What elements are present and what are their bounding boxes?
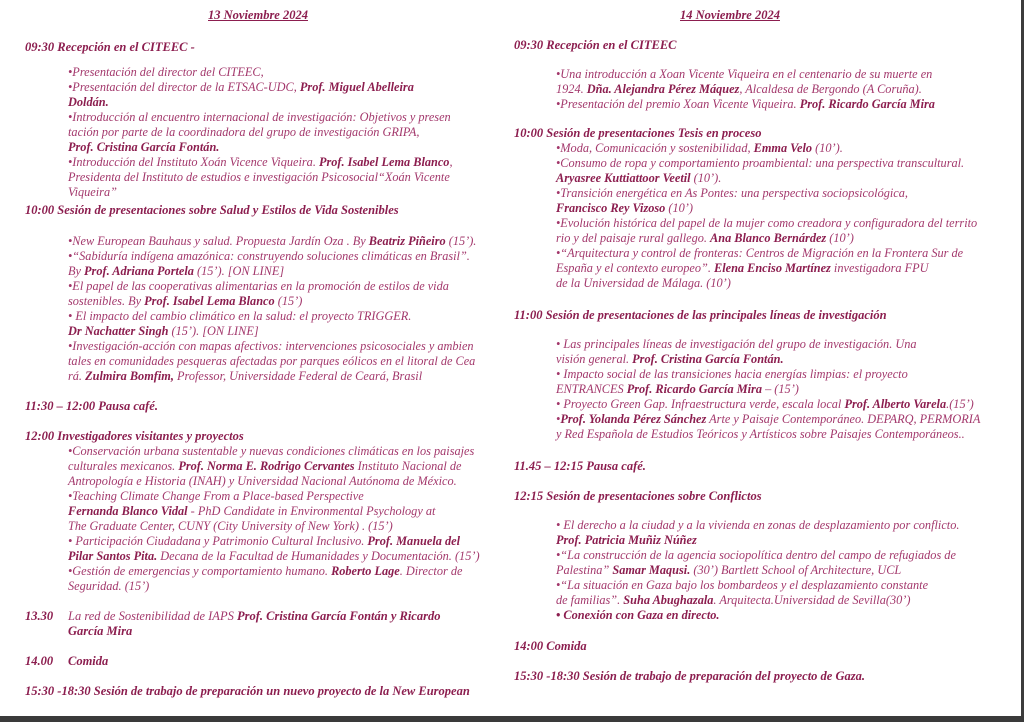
text-run: •“La construcción de la agencia sociopolítica dentro del campo de refugiados de	[556, 548, 956, 562]
text-line	[68, 504, 498, 519]
text-run: rá.	[68, 369, 86, 383]
text-run: Instituto Nacional de	[354, 459, 462, 473]
text-line	[68, 654, 488, 669]
session-items	[68, 444, 498, 594]
session-heading: 11.45 – 12:15 Pausa café.	[514, 459, 646, 473]
text-line	[68, 549, 498, 564]
text-line	[68, 249, 498, 264]
text-run: . Arquitecta.Universidad de Sevilla(30’)	[713, 593, 911, 607]
session-heading: 09:30 Recepción en el CITEEC	[514, 38, 677, 52]
text-run: - PhD Candidate in Environmental Psychology at	[187, 504, 436, 518]
text-run: (15’).	[445, 234, 477, 248]
session-items	[68, 65, 498, 200]
text-line	[556, 186, 1016, 201]
text-run: •	[556, 412, 561, 426]
entry-time: 13.30	[25, 609, 54, 623]
speaker-name: Suha Abughazala	[623, 593, 714, 607]
session-heading: 15:30 -18:30 Sesión de trabajo de preparación un nuevo proyecto de la New European	[25, 684, 470, 698]
text-run: •Conservación urbana sustentable y nuevas condiciones climáticas en los paisajes	[68, 444, 475, 458]
speaker-name: Beatriz Piñeiro	[368, 234, 446, 248]
speaker-name: Prof. Yolanda Pérez Sánchez	[560, 412, 707, 426]
text-line	[556, 427, 1016, 442]
text-line	[68, 279, 498, 294]
speaker-name: Prof. Manuela del	[367, 534, 460, 548]
text-run: Antropología e Historia (INAH) y Universidad Nacional Autónoma de México.	[68, 474, 457, 488]
text-line	[556, 578, 1016, 593]
text-line	[68, 65, 498, 80]
entry-description	[68, 654, 488, 669]
text-run: (15’). [ON LINE]	[168, 324, 259, 338]
speaker-name: Prof. Cristina García Fontán y Ricardo	[236, 609, 441, 623]
speaker-name: Dr Nachatter Singh	[68, 324, 169, 338]
text-run: •“La situación en Gaza bajo los bombardeos y el desplazamiento constante	[556, 578, 929, 592]
text-run: Professor, Universidade Federal de Ceará, Brasil	[173, 369, 423, 383]
session-heading: 10:00 Sesión de presentaciones Tesis en proceso	[514, 126, 762, 140]
text-line	[556, 608, 1016, 623]
text-run: •Presentación del director del CITEEC,	[68, 65, 264, 79]
session-items	[556, 67, 1016, 112]
text-run: Viqueira”	[68, 185, 117, 199]
text-run: sostenibles. By	[68, 294, 145, 308]
text-run: •Evolución histórica del papel de la mujer como creadora y configuradora del territo	[556, 216, 978, 230]
speaker-name: • Conexión con Gaza en directo.	[556, 608, 720, 622]
speaker-name: Prof. Ricardo García Mira	[626, 382, 762, 396]
speaker-name: Dña. Alejandra Pérez Máquez	[586, 82, 740, 96]
text-line	[68, 324, 498, 339]
text-line	[68, 140, 498, 155]
text-line	[68, 459, 498, 474]
entry-time: 14.00	[25, 654, 54, 668]
text-line	[556, 201, 1016, 216]
text-line	[68, 489, 498, 504]
speaker-name: Prof. Isabel Lema Blanco	[144, 294, 275, 308]
text-line	[68, 519, 498, 534]
text-run: •El papel de las cooperativas alimentarias en la promoción de estilos de vida	[68, 279, 449, 293]
text-line	[68, 125, 498, 140]
text-line	[556, 352, 1016, 367]
text-line	[556, 171, 1016, 186]
speaker-name: García Mira	[68, 624, 133, 638]
text-run: tación por parte de la coordinadora del grupo de investigación GRIPA,	[68, 125, 420, 139]
text-line	[556, 548, 1016, 563]
text-run: •Gestión de emergencias y comportamiento humano.	[68, 564, 332, 578]
text-run: Palestina”	[556, 563, 613, 577]
session-heading: 12:15 Sesión de presentaciones sobre Conflictos	[514, 489, 762, 503]
speaker-name: Pilar Santos Pita.	[68, 549, 158, 563]
text-run: •“Arquitectura y control de fronteras: Centros de Migración en la Frontera Sur de	[556, 246, 964, 260]
text-run: ,	[449, 155, 453, 169]
text-line	[68, 264, 498, 279]
text-run: •Consumo de ropa y comportamiento proambiental: una perspectiva transcultural.	[556, 156, 965, 170]
text-line	[68, 564, 498, 579]
text-line	[68, 294, 498, 309]
text-run: culturales mexicanos.	[68, 459, 179, 473]
session-items	[556, 337, 1016, 442]
text-run: y Red Española de Estudios Teóricos y Artísticos sobre Paisajes Contemporáneos..	[556, 427, 965, 441]
text-run: – (15’)	[762, 382, 799, 396]
text-run: Seguridad. (15’)	[68, 579, 150, 593]
text-line	[556, 141, 1016, 156]
text-line	[68, 474, 498, 489]
text-run: By	[68, 264, 85, 278]
text-run: • Impacto social de las transiciones hacia energías limpias: el proyecto	[556, 367, 908, 381]
text-line	[556, 593, 1016, 608]
text-run: rio y del paisaje rural gallego.	[556, 231, 711, 245]
entry-description	[68, 609, 488, 639]
speaker-name: Roberto Lage	[331, 564, 400, 578]
speaker-name: Samar Maqusi.	[612, 563, 691, 577]
text-run: •Moda, Comunicación y sostenibilidad,	[556, 141, 754, 155]
text-line	[556, 216, 1016, 231]
text-line	[556, 276, 1016, 291]
session-heading: 14:00 Comida	[514, 639, 587, 653]
speaker-name: Doldán.	[68, 95, 109, 109]
text-line	[556, 533, 1016, 548]
window-frame-bottom	[0, 716, 1024, 722]
text-line	[556, 563, 1016, 578]
text-run: •New European Bauhaus y salud. Propuesta Jardín Oza . By	[68, 234, 369, 248]
text-run: 1924.	[556, 82, 587, 96]
text-line	[556, 156, 1016, 171]
speaker-name: Prof. Alberto Varela	[844, 397, 947, 411]
text-run: • Proyecto Green Gap. Infraestructura verde, escala local	[556, 397, 845, 411]
text-line	[556, 382, 1016, 397]
text-line	[556, 397, 1016, 412]
session-heading: 11:00 Sesión de presentaciones de las principales líneas de investigación	[514, 308, 887, 322]
text-run: tales en comunidades pesqueras afectadas por parques eólicos en el litoral de Cea	[68, 354, 476, 368]
text-line	[556, 367, 1016, 382]
text-line	[68, 110, 498, 125]
text-run: •Teaching Climate Change From a Place-based Perspective	[68, 489, 364, 503]
day-date: 14 Noviembre 2024	[680, 8, 780, 22]
text-line	[556, 97, 1016, 112]
text-run: •“Sabiduría indígena amazónica: construyendo soluciones climáticas en Brasil”.	[68, 249, 470, 263]
text-run: •Una introducción a Xoan Vicente Viqueira en el centenario de su muerte en	[556, 67, 933, 81]
text-line	[68, 354, 498, 369]
text-line	[556, 67, 1016, 82]
text-run: • Las principales líneas de investigación del grupo de investigación. Una	[556, 337, 917, 351]
text-line	[68, 609, 488, 624]
text-run: (30’) Bartlett School of Architecture, UCL	[690, 563, 902, 577]
text-run: •Investigación-acción con mapas afectivos: intervenciones psicosociales y ambien	[68, 339, 474, 353]
text-run: Arte y Paisaje Contemporáneo. DEPARQ, PERMORIA	[706, 412, 981, 426]
text-line	[68, 579, 498, 594]
text-run: •Transición energética en As Pontes: una perspectiva sociopsicológica,	[556, 186, 908, 200]
text-run: •Presentación del premio Xoan Vicente Viqueira.	[556, 97, 800, 111]
text-run: (15’)	[274, 294, 303, 308]
text-run: investigadora FPU	[830, 261, 929, 275]
text-line	[68, 534, 498, 549]
speaker-name: Aryasree Kuttiattoor Veetil	[556, 171, 691, 185]
text-line	[68, 339, 498, 354]
text-run: (10’).	[690, 171, 722, 185]
text-run: , Alcaldesa de Bergondo (A Coruña).	[739, 82, 922, 96]
speaker-name: Prof. Cristina García Fontán.	[632, 352, 784, 366]
speaker-name: Fernanda Blanco Vidal	[68, 504, 188, 518]
text-run: •Introducción al encuentro internacional de investigación: Objetivos y presen	[68, 110, 451, 124]
text-line	[68, 170, 498, 185]
text-run: Decana de la Facultad de Humanidades y Documentación. (15’)	[157, 549, 480, 563]
text-line	[556, 231, 1016, 246]
text-line	[556, 82, 1016, 97]
text-run: de la Universidad de Málaga. (10’)	[556, 276, 731, 290]
speaker-name: Comida	[68, 654, 109, 668]
text-run: ENTRANCES	[556, 382, 627, 396]
text-run: .(15’)	[946, 397, 974, 411]
text-run: (15’). [ON LINE]	[193, 264, 285, 278]
speaker-name: Elena Enciso Martínez	[714, 261, 831, 275]
text-run: • El impacto del cambio climático en la salud: el proyecto TRIGGER.	[68, 309, 412, 323]
text-run: La red de Sostenibilidad de IAPS	[68, 609, 237, 623]
text-run: •Presentación del director de la ETSAC-UDC,	[68, 80, 300, 94]
speaker-name: Zulmira Bomfim,	[85, 369, 174, 383]
text-run: • Participación Ciudadana y Patrimonio Cultural Inclusivo.	[68, 534, 368, 548]
text-line	[556, 261, 1016, 276]
speaker-name: Prof. Norma E. Rodrigo Cervantes	[178, 459, 355, 473]
session-heading: 10:00 Sesión de presentaciones sobre Salud y Estilos de Vida Sostenibles	[25, 203, 399, 217]
text-line	[68, 95, 498, 110]
speaker-name: Prof. Miguel Abelleira	[299, 80, 414, 94]
session-items	[556, 141, 1016, 291]
text-line	[68, 185, 498, 200]
speaker-name: Ana Blanco Bernárdez	[710, 231, 827, 245]
session-heading: 15:30 -18:30 Sesión de trabajo de preparación del proyecto de Gaza.	[514, 669, 866, 683]
speaker-name: Prof. Ricardo García Mira	[799, 97, 935, 111]
text-run: •Introducción del Instituto Xoán Vicence Viqueira.	[68, 155, 319, 169]
session-heading: 09:30 Recepción en el CITEEC -	[25, 40, 195, 54]
text-run: (10’)	[665, 201, 693, 215]
text-line	[68, 369, 498, 384]
speaker-name: Prof. Cristina García Fontán.	[68, 140, 220, 154]
text-line	[556, 518, 1016, 533]
speaker-name: Emma Velo	[753, 141, 813, 155]
text-run: • El derecho a la ciudad y a la vivienda en zonas de desplazamiento por conflicto.	[556, 518, 960, 532]
speaker-name: Francisco Rey Vizoso	[556, 201, 666, 215]
session-items	[556, 518, 1016, 623]
text-line	[68, 444, 498, 459]
text-run: Presidenta del Instituto de estudios e investigación Psicosocial“Xoán Vicente	[68, 170, 450, 184]
text-line	[68, 80, 498, 95]
day-date: 13 Noviembre 2024	[208, 8, 308, 22]
text-run: (10’).	[812, 141, 843, 155]
text-run: visión general.	[556, 352, 633, 366]
session-items	[68, 234, 498, 384]
session-heading: 12:00 Investigadores visitantes y proyectos	[25, 429, 244, 443]
text-line	[68, 309, 498, 324]
text-run: . Director de	[399, 564, 463, 578]
text-line	[68, 624, 488, 639]
text-line	[556, 246, 1016, 261]
text-run: The Graduate Center, CUNY (City University of New York) . (15’)	[68, 519, 393, 533]
text-run: de familias”.	[556, 593, 624, 607]
session-heading: 11:30 – 12:00 Pausa café.	[25, 399, 158, 413]
text-line	[556, 412, 1016, 427]
speaker-name: Prof. Isabel Lema Blanco	[318, 155, 450, 169]
speaker-name: Prof. Adriana Portela	[84, 264, 194, 278]
text-run: España y el contexto europeo”.	[556, 261, 714, 275]
text-line	[68, 155, 498, 170]
speaker-name: Prof. Patricia Muñiz Núñez	[556, 533, 697, 547]
text-line	[556, 337, 1016, 352]
text-run: (10’)	[826, 231, 854, 245]
text-line	[68, 234, 498, 249]
